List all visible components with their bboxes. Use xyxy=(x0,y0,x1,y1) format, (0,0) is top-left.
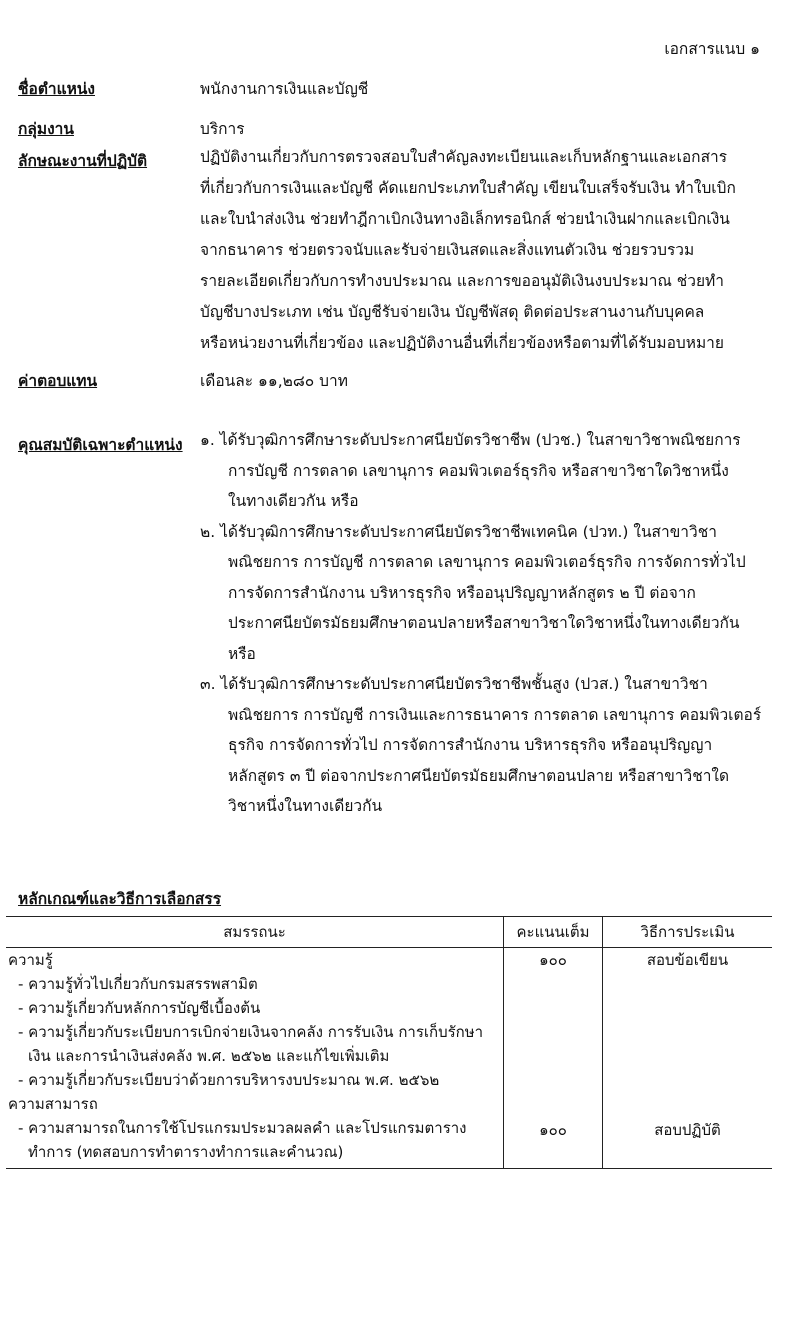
duties-label: ลักษณะงานที่ปฏิบัติ xyxy=(18,152,148,170)
knowledge-item: - ความรู้ทั่วไปเกี่ยวกับกรมสรรพสามิต xyxy=(18,975,258,993)
knowledge-category: ความรู้ xyxy=(8,951,53,969)
position-value: พนักงานการเงินและบัญชี xyxy=(200,80,369,98)
table-row-knowledge xyxy=(6,948,772,1093)
group-value: บริการ xyxy=(200,120,245,138)
attachment-label: เอกสารแนบ ๑ xyxy=(664,40,760,58)
qualification-item-1: ๑. ได้รับวุฒิการศึกษาระดับประกาศนียบัตรวิชาชีพ (ปวช.) ในสาขาวิชาพณิชยการ xyxy=(200,431,741,449)
qualification-line: หลักสูตร ๓ ปี ต่อจากประกาศนียบัตรมัธยมศึกษาตอนปลาย หรือสาขาวิชาใด xyxy=(228,766,730,785)
ability-method: สอบปฏิบัติ xyxy=(654,1121,721,1139)
compensation-label: ค่าตอบแทน xyxy=(18,372,98,390)
qualifications-label: คุณสมบัติเฉพาะตำแหน่ง xyxy=(18,436,183,454)
ability-cell xyxy=(6,1092,504,1169)
qualification-line: ในทางเดียวกัน หรือ xyxy=(228,492,359,510)
qualification-line: ประกาศนียบัตรมัธยมศึกษาตอนปลายหรือสาขาวิชาใดวิชาหนึ่งในทางเดียวกัน xyxy=(228,614,740,632)
knowledge-cell xyxy=(6,948,504,1093)
qualification-item-3: ๓. ได้รับวุฒิการศึกษาระดับประกาศนียบัตรวิชาชีพชั้นสูง (ปวส.) ในสาขาวิชา xyxy=(200,675,708,693)
ability-method-cell xyxy=(603,1092,773,1169)
header-method: วิธีการประเมิน xyxy=(603,917,773,948)
duties-line: จากธนาคาร ช่วยตรวจนับและรับจ่ายเงินสดและสิ่งแทนตัวเงิน ช่วยรวบรวม xyxy=(200,241,695,259)
criteria-table xyxy=(6,916,772,1169)
duties-line: หรือหน่วยงานที่เกี่ยวข้อง และปฏิบัติงานอื่นที่เกี่ยวข้องหรือตามที่ได้รับมอบหมาย xyxy=(200,334,724,352)
knowledge-method: สอบข้อเขียน xyxy=(646,951,729,969)
duties-line: บัญชีบางประเภท เช่น บัญชีรับจ่ายเงิน บัญชีพัสดุ ติดต่อประสานงานกับบุคคล xyxy=(200,303,705,321)
qualification-line: หรือ xyxy=(228,644,256,663)
ability-score-cell xyxy=(504,1092,603,1169)
qualification-line: การบัญชี การตลาด เลขานุการ คอมพิวเตอร์ธุรกิจ หรือสาขาวิชาใดวิชาหนึ่ง xyxy=(228,461,729,480)
criteria-header-row xyxy=(6,917,772,948)
ability-score: ๑๐๐ xyxy=(539,1121,567,1139)
position-label: ชื่อตำแหน่ง xyxy=(18,80,95,98)
qualification-line: วิชาหนึ่งในทางเดียวกัน xyxy=(228,797,383,815)
qualification-line: การจัดการสำนักงาน บริหารธุรกิจ หรืออนุปริญญาหลักสูตร ๒ ปี ต่อจาก xyxy=(228,583,696,602)
header-competency: สมรรถนะ xyxy=(6,917,504,948)
duties-line: ปฏิบัติงานเกี่ยวกับการตรวจสอบใบสำคัญลงทะเบียนและเก็บหลักฐานและเอกสาร xyxy=(200,148,728,166)
qualification-item-2: ๒. ได้รับวุฒิการศึกษาระดับประกาศนียบัตรวิชาชีพเทคนิค (ปวท.) ในสาขาวิชา xyxy=(200,522,717,541)
knowledge-score-cell xyxy=(504,948,603,1093)
knowledge-item: - ความรู้เกี่ยวกับระเบียบว่าด้วยการบริหารงบประมาณ พ.ศ. ๒๕๖๒ xyxy=(18,1071,440,1089)
header-full-score: คะแนนเต็ม xyxy=(504,917,603,948)
ability-item: - ความสามารถในการใช้โปรแกรมประมวลผลคำ และโปรแกรมตารางทำการ (ทดสอบการทำตารางทำการและคำนวณ) xyxy=(18,1119,467,1161)
duties-line: และใบนำส่งเงิน ช่วยทำฎีกาเบิกเงินทางอิเล็กทรอนิกส์ ช่วยนำเงินฝากและเบิกเงิน xyxy=(200,210,730,228)
knowledge-item: - ความรู้เกี่ยวกับหลักการบัญชีเบื้องต้น xyxy=(18,999,261,1017)
qualifications-list xyxy=(200,425,790,822)
duties-line: รายละเอียดเกี่ยวกับการทำงบประมาณ และการขออนุมัติเงินงบประมาณ ช่วยทำ xyxy=(200,272,724,290)
group-label: กลุ่มงาน xyxy=(18,120,74,138)
criteria-title: หลักเกณฑ์และวิธีการเลือกสรร xyxy=(18,890,222,908)
qualification-line: พณิชยการ การบัญชี การเงินและการธนาคาร การตลาด เลขานุการ คอมพิวเตอร์ xyxy=(228,705,762,724)
qualification-line: พณิชยการ การบัญชี การตลาด เลขานุการ คอมพิวเตอร์ธุรกิจ การจัดการทั่วไป xyxy=(228,553,746,571)
duties-description xyxy=(200,142,786,359)
ability-category: ความสามารถ xyxy=(8,1095,98,1113)
knowledge-item: - ความรู้เกี่ยวกับระเบียบการเบิกจ่ายเงินจากคลัง การรับเงิน การเก็บรักษาเงิน และการนำเงินส่งคลัง พ.ศ. ๒๕๖๒ และแก้ไขเพิ่มเติม xyxy=(18,1023,484,1065)
duties-line: ที่เกี่ยวกับการเงินและบัญชี คัดแยกประเภทใบสำคัญ เขียนใบเสร็จรับเงิน ทำใบเบิก xyxy=(200,179,736,197)
compensation-value: เดือนละ ๑๑,๒๘๐ บาท xyxy=(200,372,348,390)
qualification-line: ธุรกิจ การจัดการทั่วไป การจัดการสำนักงาน บริหารธุรกิจ หรืออนุปริญญา xyxy=(228,736,713,754)
knowledge-score: ๑๐๐ xyxy=(539,951,567,969)
knowledge-method-cell xyxy=(603,948,773,1093)
table-row-ability xyxy=(6,1092,772,1169)
